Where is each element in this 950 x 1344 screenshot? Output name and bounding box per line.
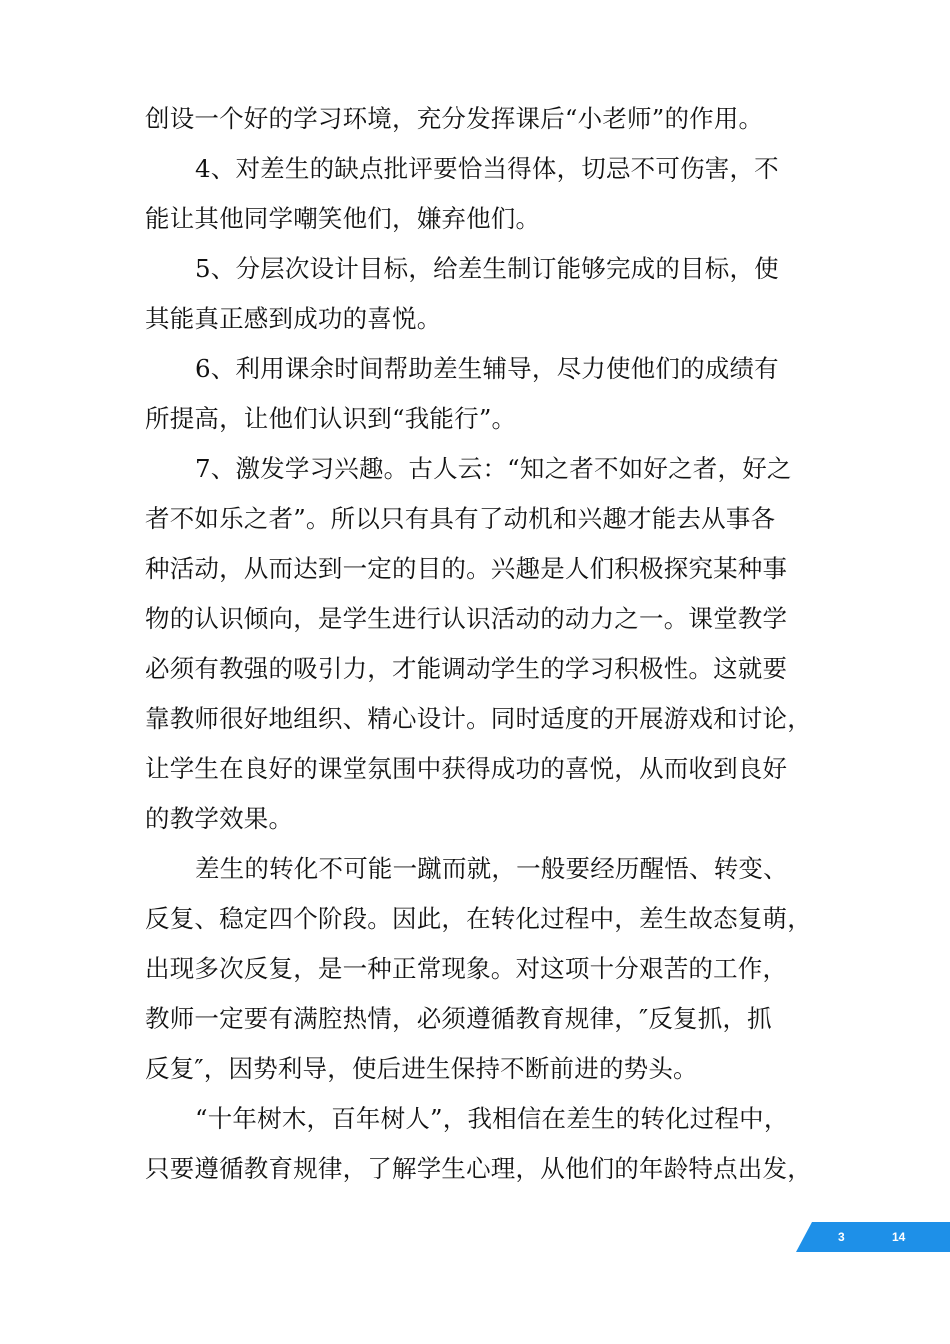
text-line: 其能真正感到成功的喜悦。 — [145, 304, 442, 333]
current-page-number: 3 — [838, 1230, 845, 1244]
text-line: 者不如乐之者”。所以只有具有了动机和兴趣才能去从事各 — [145, 504, 776, 533]
text-line: 靠教师很好地组织、精心设计。同时适度的开展游戏和讨论， — [145, 704, 812, 733]
text-line: 出现多次反复，是一种正常现象。对这项十分艰苦的工作， — [145, 954, 788, 983]
text-line: 5、分层次设计目标，给差生制订能够完成的目标，使 — [195, 254, 779, 283]
total-pages-number: 14 — [892, 1230, 906, 1244]
text-line: 物的认识倾向，是学生进行认识活动的动力之一。课堂教学 — [145, 604, 788, 633]
page-number-footer — [796, 1222, 950, 1252]
text-line: 只要遵循教育规律，了解学生心理，从他们的年龄特点出发， — [145, 1154, 812, 1183]
text-line: 能让其他同学嘲笑他们，嫌弃他们。 — [145, 204, 541, 233]
text-line: 创设一个好的学习环境，充分发挥课后“小老师”的作用。 — [145, 104, 764, 133]
text-line: 教师一定要有满腔热情，必须遵循教育规律，″反复抓，抓 — [145, 1004, 772, 1033]
text-line: 差生的转化不可能一蹴而就，一般要经历醒悟、转变、 — [195, 854, 788, 883]
footer-banner-shape — [796, 1222, 950, 1252]
text-line: 7、激发学习兴趣。古人云：“知之者不如好之者，好之 — [195, 454, 792, 483]
text-line: 让学生在良好的课堂氛围中获得成功的喜悦，从而收到良好 — [145, 754, 788, 783]
text-line: 所提高，让他们认识到“我能行”。 — [145, 404, 517, 433]
text-line: “十年树木，百年树人”，我相信在差生的转化过程中， — [195, 1104, 789, 1133]
text-line: 反复″，因势利导，使后进生保持不断前进的势头。 — [145, 1054, 698, 1083]
text-line: 4、对差生的缺点批评要恰当得体，切忌不可伤害，不 — [195, 154, 779, 183]
text-line: 反复、稳定四个阶段。因此，在转化过程中，差生故态复萌， — [145, 904, 812, 933]
text-line: 6、利用课余时间帮助差生辅导，尽力使他们的成绩有 — [195, 354, 779, 383]
text-line: 必须有教强的吸引力，才能调动学生的学习积极性。这就要 — [145, 654, 788, 683]
text-line: 的教学效果。 — [145, 804, 294, 833]
document-body — [145, 94, 812, 1194]
text-line: 种活动，从而达到一定的目的。兴趣是人们积极探究某种事 — [145, 554, 788, 583]
